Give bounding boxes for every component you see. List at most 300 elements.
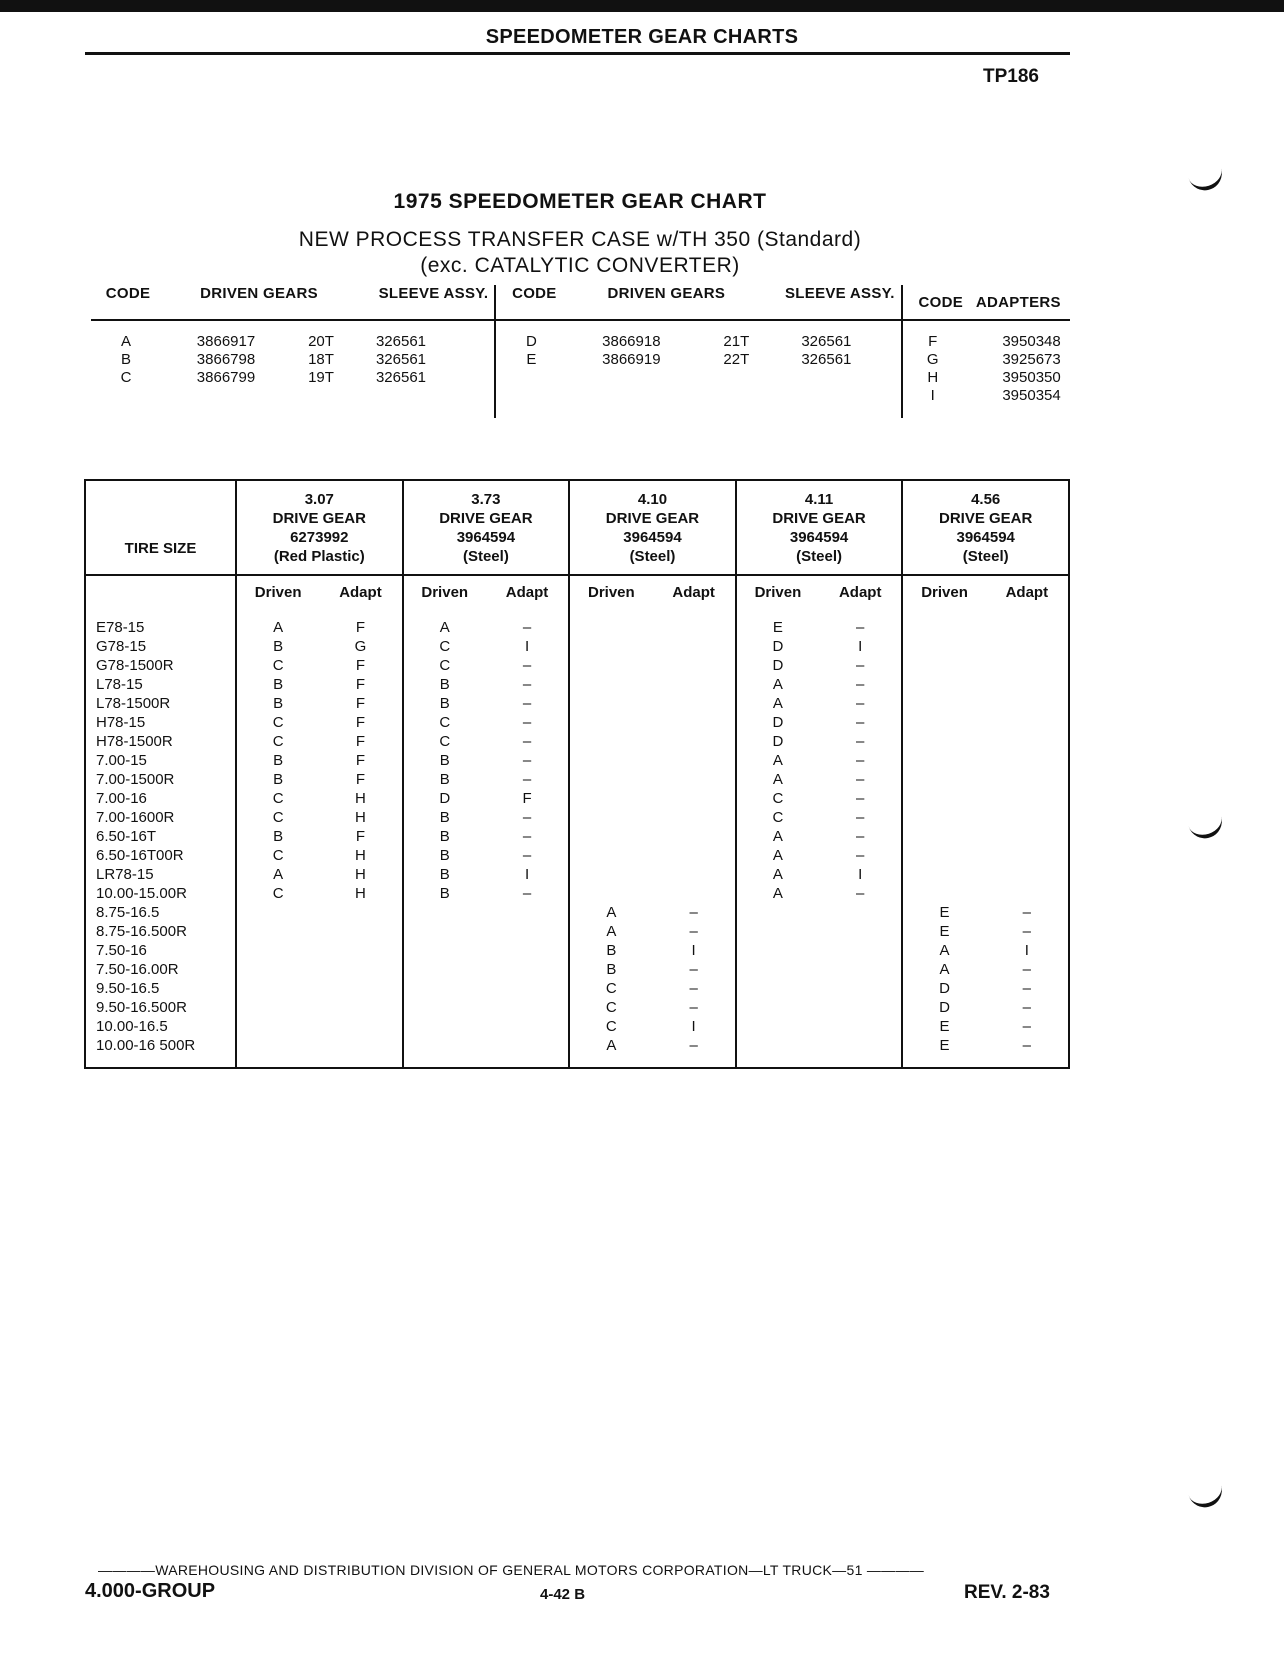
gear-pair-row xyxy=(903,903,1068,922)
driven-code-cell xyxy=(237,903,319,922)
adapter-code-cell xyxy=(986,846,1068,865)
driven-code-cell: B xyxy=(439,809,450,826)
adapter-code-cell: – xyxy=(1022,999,1032,1016)
adapter-code-cell: – xyxy=(522,695,532,712)
adapter-code-cell xyxy=(819,903,901,922)
driven-code-cell: A xyxy=(606,923,617,940)
gear-pair-row xyxy=(570,827,735,846)
gear-pair-row xyxy=(237,637,402,656)
driven-code-cell xyxy=(903,732,985,751)
adapter-code-cell: I xyxy=(691,1018,696,1035)
driven-code-cell: B xyxy=(439,771,450,788)
adapter-code-cell xyxy=(319,922,401,941)
adapter-code-cell xyxy=(319,960,401,979)
ratio-col-header: 3.07 DRIVE GEAR 6273992 (Red Plastic) xyxy=(236,480,403,575)
gear-pair-row xyxy=(404,1017,569,1036)
ratio-column xyxy=(736,575,903,1068)
adapter-code-cell: – xyxy=(522,752,532,769)
gear-pair-row xyxy=(903,941,1068,960)
adapter-code-cell xyxy=(986,827,1068,846)
adapter-code-cell xyxy=(986,713,1068,732)
gear-pair-row xyxy=(737,922,902,941)
driven-code-cell xyxy=(570,865,652,884)
driven-code-cell: A xyxy=(772,828,783,845)
driven-code-cell xyxy=(237,941,319,960)
tire-size-cell: 9.50-16.5 xyxy=(96,980,160,997)
adapt-label: Adapt xyxy=(1005,583,1049,601)
adapter-code-cell: – xyxy=(856,847,865,864)
gear-pair-row xyxy=(570,998,735,1017)
driven-adapt-header xyxy=(570,576,735,608)
driven-code-cell xyxy=(570,770,652,789)
adapter-code-cell: – xyxy=(1022,980,1032,997)
driven-code-cell: A xyxy=(772,752,783,769)
gear-pair-row xyxy=(404,618,569,637)
adapter-code-cell xyxy=(986,618,1068,637)
gear-pair-row xyxy=(737,656,902,675)
tire-size-cell: 9.50-16.500R xyxy=(96,999,187,1016)
adapter-code-cell xyxy=(652,789,734,808)
driven-code-cell xyxy=(404,979,486,998)
tire-size-cell: L78-15 xyxy=(96,676,143,693)
driven-code-cell xyxy=(237,1036,319,1055)
adapter-row: I 3950354 xyxy=(930,387,1061,404)
adapter-code-cell: – xyxy=(856,733,865,750)
adapter-code-cell: – xyxy=(856,771,865,788)
adapter-code-cell: F xyxy=(355,752,366,769)
driven-code-cell xyxy=(570,884,652,903)
gear-row: A 3866917 20T 326561 xyxy=(120,333,427,350)
gear-pair-row xyxy=(237,732,402,751)
adapter-code-cell: – xyxy=(689,980,698,997)
driven-code-cell xyxy=(903,827,985,846)
driven-code-cell: A xyxy=(439,619,450,636)
page-header-title: SPEEDOMETER GEAR CHARTS xyxy=(485,26,799,48)
driven-code-cell: E xyxy=(939,904,950,921)
gear-pair-row xyxy=(737,751,902,770)
gear-pair-row xyxy=(237,675,402,694)
adapter-code-cell: H xyxy=(355,847,366,864)
driven-label: Driven xyxy=(254,583,302,601)
code-header: CODE xyxy=(105,285,151,302)
driven-code-cell: B xyxy=(273,638,284,655)
header-rule xyxy=(85,52,1070,55)
driven-gears-header: DRIVEN GEARS xyxy=(200,285,318,302)
binding-ring-icon xyxy=(1188,1482,1227,1512)
gear-pair-row xyxy=(737,618,902,637)
driven-code-cell: E xyxy=(939,923,950,940)
gear-pair-row xyxy=(737,694,902,713)
gear-pair-row xyxy=(570,808,735,827)
adapter-code-cell xyxy=(486,1017,568,1036)
driven-code-cell: B xyxy=(606,961,617,978)
driven-code-cell: D xyxy=(939,999,950,1016)
driven-code-cell: D xyxy=(939,980,950,997)
footer-group: 4.000-GROUP xyxy=(85,1580,216,1602)
tire-size-cell: H78-15 xyxy=(96,714,146,731)
gear-row: C 3866799 19T 326561 xyxy=(120,369,427,386)
driven-code-cell: A xyxy=(939,942,950,959)
adapter-code-cell: – xyxy=(522,847,532,864)
gear-pair-row xyxy=(404,656,569,675)
driven-code-cell: C xyxy=(605,980,617,997)
gear-pair-row xyxy=(737,884,902,903)
gear-pair-row xyxy=(570,770,735,789)
driven-code-cell: C xyxy=(439,657,451,674)
gear-pair-row xyxy=(237,941,402,960)
adapter-code-cell xyxy=(652,808,734,827)
ratio-column xyxy=(403,575,570,1068)
gear-pair-row xyxy=(404,808,569,827)
driven-code-cell: C xyxy=(605,1018,617,1035)
adapter-code-cell: – xyxy=(689,1037,698,1054)
adapter-code-cell xyxy=(819,960,901,979)
gear-pair-row xyxy=(404,922,569,941)
driven-code-cell: E xyxy=(939,1018,950,1035)
adapter-code-cell: I xyxy=(858,866,863,883)
adapter-code-cell: H xyxy=(355,866,366,883)
driven-code-cell: C xyxy=(272,714,284,731)
driven-code-cell xyxy=(570,656,652,675)
adapter-code-cell xyxy=(486,922,568,941)
gear-pair-row xyxy=(570,713,735,732)
gear-pair-row xyxy=(237,979,402,998)
driven-code-cell xyxy=(737,979,819,998)
adapter-code-cell xyxy=(319,1036,401,1055)
driven-code-cell xyxy=(570,827,652,846)
tire-size-cell: 7.00-15 xyxy=(96,752,147,769)
adapter-code-cell: – xyxy=(522,771,532,788)
tire-size-cell: G78-1500R xyxy=(96,657,174,674)
gear-pair-row xyxy=(570,922,735,941)
gear-row: E 3866919 22T 326561 xyxy=(526,351,852,368)
adapter-code-cell: I xyxy=(524,638,530,655)
driven-code-cell: C xyxy=(272,790,284,807)
gear-pair-row xyxy=(404,846,569,865)
gear-pair-row xyxy=(404,732,569,751)
tire-size-cell: 7.00-1600R xyxy=(96,809,175,826)
driven-code-cell xyxy=(737,903,819,922)
adapter-code-cell: – xyxy=(522,619,532,636)
driven-code-cell xyxy=(404,1017,486,1036)
driven-code-cell xyxy=(570,808,652,827)
driven-adapt-header xyxy=(237,576,402,608)
adapter-code-cell: – xyxy=(1022,923,1032,940)
adapter-code-cell: F xyxy=(522,790,532,807)
gear-pair-row xyxy=(570,846,735,865)
gear-pair-row xyxy=(737,998,902,1017)
adapter-code-cell xyxy=(652,770,734,789)
tire-size-cell: 8.75-16.5 xyxy=(96,904,160,921)
adapter-code-cell: – xyxy=(522,657,532,674)
adapter-code-cell xyxy=(319,979,401,998)
driven-adapt-header xyxy=(404,576,569,608)
gear-pair-row xyxy=(903,618,1068,637)
driven-code-cell: A xyxy=(772,771,783,788)
binding-ring-icon xyxy=(1188,813,1227,843)
adapter-code-cell: – xyxy=(522,885,532,902)
driven-code-cell: A xyxy=(772,866,783,883)
adapter-code-cell: F xyxy=(355,733,366,750)
gear-pair-row xyxy=(903,884,1068,903)
adapter-code-cell xyxy=(986,865,1068,884)
gear-pair-row xyxy=(903,979,1068,998)
adapter-code-cell: – xyxy=(689,923,698,940)
adapter-code-cell: – xyxy=(856,809,865,826)
gear-pair-row xyxy=(404,770,569,789)
gear-pair-row xyxy=(404,675,569,694)
adapter-code-cell: F xyxy=(355,695,366,712)
adapter-code-cell xyxy=(986,884,1068,903)
gear-pair-row xyxy=(737,846,902,865)
driven-code-cell: B xyxy=(273,676,284,693)
adapter-code-cell: H xyxy=(355,790,366,807)
adapter-list xyxy=(903,333,1070,405)
adapt-label: Adapt xyxy=(505,583,549,601)
driven-code-cell xyxy=(903,751,985,770)
adapter-code-cell: – xyxy=(522,828,532,845)
gear-pair-row xyxy=(404,827,569,846)
adapter-code-cell xyxy=(819,979,901,998)
adapter-code-cell xyxy=(486,998,568,1017)
adapter-code-cell: – xyxy=(1022,1037,1032,1054)
driven-code-cell xyxy=(404,1036,486,1055)
gear-pair-row xyxy=(903,922,1068,941)
driven-code-cell xyxy=(404,922,486,941)
driven-code-cell: C xyxy=(272,885,284,902)
adapter-code-cell xyxy=(986,770,1068,789)
adapter-code-cell: – xyxy=(856,752,865,769)
gear-pair-row xyxy=(237,694,402,713)
driven-code-cell xyxy=(570,675,652,694)
ratio-col-header: 4.10 DRIVE GEAR 3964594 (Steel) xyxy=(569,480,736,575)
gear-pair-row xyxy=(237,1036,402,1055)
driven-code-cell: C xyxy=(439,638,451,655)
adapter-code-cell xyxy=(652,694,734,713)
adapter-code-cell: – xyxy=(689,961,698,978)
sleeve-assy-header: SLEEVE ASSY. xyxy=(378,285,489,302)
gear-pair-row xyxy=(570,694,735,713)
driven-code-cell: A xyxy=(772,695,783,712)
driven-adapt-header xyxy=(903,576,1068,608)
gear-pair-row xyxy=(903,998,1068,1017)
adapt-label: Adapt xyxy=(339,583,382,601)
driven-code-cell xyxy=(737,922,819,941)
gear-pair-row xyxy=(237,1017,402,1036)
adapter-code-cell xyxy=(986,808,1068,827)
gear-pair-row xyxy=(570,960,735,979)
gear-pair-row xyxy=(570,903,735,922)
adapter-code-cell xyxy=(986,732,1068,751)
driven-code-cell xyxy=(570,637,652,656)
driven-code-cell xyxy=(737,960,819,979)
driven-code-cell xyxy=(570,618,652,637)
adapter-code-cell: – xyxy=(856,885,865,902)
driven-code-cell xyxy=(237,922,319,941)
driven-code-cell: C xyxy=(272,847,284,864)
driven-code-cell: B xyxy=(439,866,450,883)
gear-pair-row xyxy=(237,922,402,941)
driven-code-cell: B xyxy=(439,885,450,902)
gear-pair-row xyxy=(737,827,902,846)
tire-size-cell: 10.00-16.5 xyxy=(96,1018,168,1035)
gear-pair-row xyxy=(737,903,902,922)
page-code: TP186 xyxy=(983,66,1039,87)
driven-code-cell: D xyxy=(439,790,451,807)
gear-pair-row xyxy=(570,751,735,770)
gear-pair-row xyxy=(903,1017,1068,1036)
adapter-code-cell xyxy=(819,1017,901,1036)
adapter-code-cell: – xyxy=(856,828,865,845)
gear-pair-row xyxy=(570,979,735,998)
tire-size-cell: 10.00-16 500R xyxy=(96,1037,196,1054)
gear-pair-row xyxy=(903,827,1068,846)
adapter-code-cell: – xyxy=(856,695,865,712)
driven-code-cell xyxy=(903,789,985,808)
gear-pair-row xyxy=(404,903,569,922)
driven-code-cell xyxy=(570,732,652,751)
adapter-code-cell: F xyxy=(355,676,366,693)
adapter-code-cell: – xyxy=(856,619,865,636)
driven-code-cell: B xyxy=(273,695,284,712)
driven-code-cell xyxy=(737,998,819,1017)
adapter-code-cell xyxy=(819,1036,901,1055)
gear-pair-row xyxy=(903,865,1068,884)
adapter-code-cell xyxy=(319,998,401,1017)
gear-pair-row xyxy=(404,637,569,656)
gear-pair-row xyxy=(737,1036,902,1055)
gear-pair-row xyxy=(737,713,902,732)
gear-pair-row xyxy=(903,808,1068,827)
adapter-code-cell xyxy=(319,1017,401,1036)
driven-code-cell: B xyxy=(439,676,450,693)
adapter-code-cell xyxy=(986,694,1068,713)
gear-pair-row xyxy=(404,865,569,884)
gear-pair-row xyxy=(570,789,735,808)
gear-pair-row xyxy=(570,656,735,675)
driven-code-cell: C xyxy=(272,809,284,826)
adapter-row: F 3950348 xyxy=(928,333,1061,350)
driven-code-cell xyxy=(903,713,985,732)
gear-pair-row xyxy=(404,713,569,732)
gear-pair-row xyxy=(237,656,402,675)
driven-code-cell xyxy=(903,637,985,656)
driven-code-cell xyxy=(404,903,486,922)
driven-code-cell: C xyxy=(772,790,784,807)
adapters-header: ADAPTERS xyxy=(975,293,1061,311)
adapter-code-cell: H xyxy=(355,809,366,826)
top-edge-bar xyxy=(0,0,1284,12)
ratio-col-header: 3.73 DRIVE GEAR 3964594 (Steel) xyxy=(403,480,570,575)
driven-code-cell: C xyxy=(439,733,451,750)
chart-subtitle-2: (exc. CATALYTIC CONVERTER) xyxy=(420,254,740,277)
driven-code-cell xyxy=(570,846,652,865)
adapter-code-cell: G xyxy=(354,638,367,655)
adapter-code-cell: – xyxy=(1022,961,1032,978)
gear-pair-row xyxy=(737,865,902,884)
driven-gears-header: DRIVEN GEARS xyxy=(607,285,726,302)
gear-pair-row xyxy=(237,884,402,903)
tire-size-cell: 6.50-16T00R xyxy=(96,847,184,864)
gear-pair-row xyxy=(903,637,1068,656)
gear-pair-row xyxy=(570,884,735,903)
gear-pair-row xyxy=(237,903,402,922)
adapter-code-cell xyxy=(486,941,568,960)
adapter-code-cell: – xyxy=(856,714,865,731)
driven-code-cell: A xyxy=(772,847,783,864)
chart-title: 1975 SPEEDOMETER GEAR CHART xyxy=(393,190,767,213)
tire-size-cell: E78-15 xyxy=(96,619,145,636)
gear-pair-row xyxy=(570,618,735,637)
driven-code-cell xyxy=(237,998,319,1017)
driven-code-cell: E xyxy=(939,1037,950,1054)
driven-label: Driven xyxy=(421,583,469,601)
driven-code-cell xyxy=(404,941,486,960)
adapter-code-cell xyxy=(652,751,734,770)
adapter-code-cell: – xyxy=(522,809,532,826)
adapter-code-cell: – xyxy=(856,657,865,674)
gear-pair-row xyxy=(903,656,1068,675)
adapter-code-cell xyxy=(652,713,734,732)
driven-code-cell: B xyxy=(439,695,450,712)
driven-code-cell: B xyxy=(439,828,450,845)
driven-code-cell: E xyxy=(772,619,783,636)
adapter-code-cell xyxy=(986,789,1068,808)
driven-code-cell xyxy=(903,846,985,865)
driven-code-cell: A xyxy=(606,1037,617,1054)
adapter-code-cell xyxy=(652,618,734,637)
adapter-code-cell xyxy=(986,656,1068,675)
adapter-code-cell: – xyxy=(856,790,865,807)
adapter-code-cell xyxy=(652,865,734,884)
gear-pair-row xyxy=(404,751,569,770)
tire-size-cell: L78-1500R xyxy=(96,695,171,712)
driven-code-cell xyxy=(404,960,486,979)
tire-size-cell: H78-1500R xyxy=(96,733,173,750)
adapter-code-cell: – xyxy=(689,904,698,921)
adapter-code-cell xyxy=(652,637,734,656)
driven-code-cell: B xyxy=(606,942,617,959)
gear-row: B 3866798 18T 326561 xyxy=(120,351,427,368)
gear-pair-row xyxy=(570,732,735,751)
tire-size-cell: LR78-15 xyxy=(96,866,154,883)
driven-code-cell xyxy=(903,656,985,675)
driven-code-cell: B xyxy=(273,828,284,845)
tire-size-cell: 7.00-16 xyxy=(96,790,147,807)
gear-pair-row xyxy=(903,751,1068,770)
driven-code-cell: C xyxy=(605,999,617,1016)
adapter-code-cell xyxy=(652,827,734,846)
gear-pair-row xyxy=(903,732,1068,751)
adapter-code-cell: I xyxy=(524,866,530,883)
gear-pair-row xyxy=(237,770,402,789)
gear-pair-row xyxy=(903,789,1068,808)
adapter-code-cell xyxy=(652,732,734,751)
driven-code-cell: C xyxy=(772,809,784,826)
gear-pair-row xyxy=(570,637,735,656)
driven-label: Driven xyxy=(754,583,802,601)
gear-pair-row xyxy=(237,846,402,865)
adapter-code-cell: F xyxy=(355,619,366,636)
footer-page-number: 4-42 B xyxy=(540,1586,586,1603)
driven-code-cell: A xyxy=(273,619,284,636)
gear-pair-row xyxy=(903,846,1068,865)
footer-publisher-line: ————WAREHOUSING AND DISTRIBUTION DIVISION OF GENERAL MOTORS CORPORATION—LT TRUCK—51 ———— xyxy=(98,1562,925,1578)
adapter-code-cell: F xyxy=(355,714,366,731)
gear-pair-row xyxy=(570,865,735,884)
driven-gear-group-2 xyxy=(496,333,900,369)
tire-size-cell: 10.00-15.00R xyxy=(96,885,187,902)
